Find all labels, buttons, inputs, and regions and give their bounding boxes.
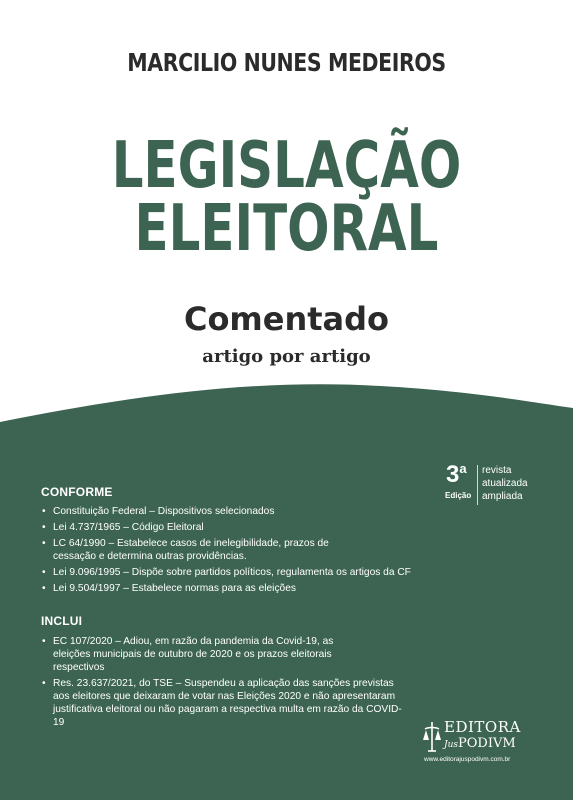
conforme-list: [41, 505, 541, 598]
conforme-heading: CONFORME: [41, 485, 113, 499]
edition-number: 3$^a$: [446, 461, 467, 488]
title-line-2: ELEITORAL: [134, 192, 439, 266]
list-item: • Lei 9.504/1997 – Estabelece normas para as eleições: [41, 582, 541, 595]
title-line-1: LEGISLAÇÃO: [111, 129, 462, 203]
subtitle: Comentado: [183, 300, 390, 338]
list-item: • Res. 23.637/2021, do TSE – Suspendeu a aplicação das sanções previstas aos eleitores que deixaram de votar nas Eleições 2020 e não apresentaram justificativa eleitoral ou não pagaram a respectiva multa em razão da COVID-19: [41, 677, 411, 729]
publisher-logo: [422, 720, 542, 772]
edition-description: revista atualizada ampliada: [482, 465, 528, 502]
publisher-name: EDITORA: [444, 718, 521, 736]
edition-divider: [477, 465, 478, 505]
list-item: • LC 64/1990 – Estabelece casos de inelegibilidade, prazos de cessação e determina outras providências.: [41, 537, 371, 563]
subtitle-secondary: artigo por artigo: [202, 346, 371, 367]
list-item: • EC 107/2020 – Adiou, em razão da pandemia da Covid-19, as eleições municipais de outubro de 2020 e os prazos eleitorais respectivos: [41, 635, 371, 674]
list-item: • Lei 4.737/1965 – Código Eleitoral: [41, 521, 541, 534]
list-item: • Lei 9.096/1995 – Dispõe sobre partidos políticos, regulamenta os artigos da CF: [41, 566, 541, 579]
edition-label: Edição: [445, 491, 472, 500]
list-item: • Constituição Federal – Dispositivos selecionados: [41, 505, 541, 518]
inclui-heading: INCLUI: [41, 614, 83, 628]
author-name: MARCILIO NUNES MEDEIROS: [127, 48, 446, 77]
edition-badge: [446, 463, 556, 507]
publisher-url: www.editorajuspodivm.com.br: [424, 756, 511, 763]
publisher-subname: JusPODIVM: [444, 736, 516, 751]
scales-of-justice-icon: [422, 721, 442, 753]
